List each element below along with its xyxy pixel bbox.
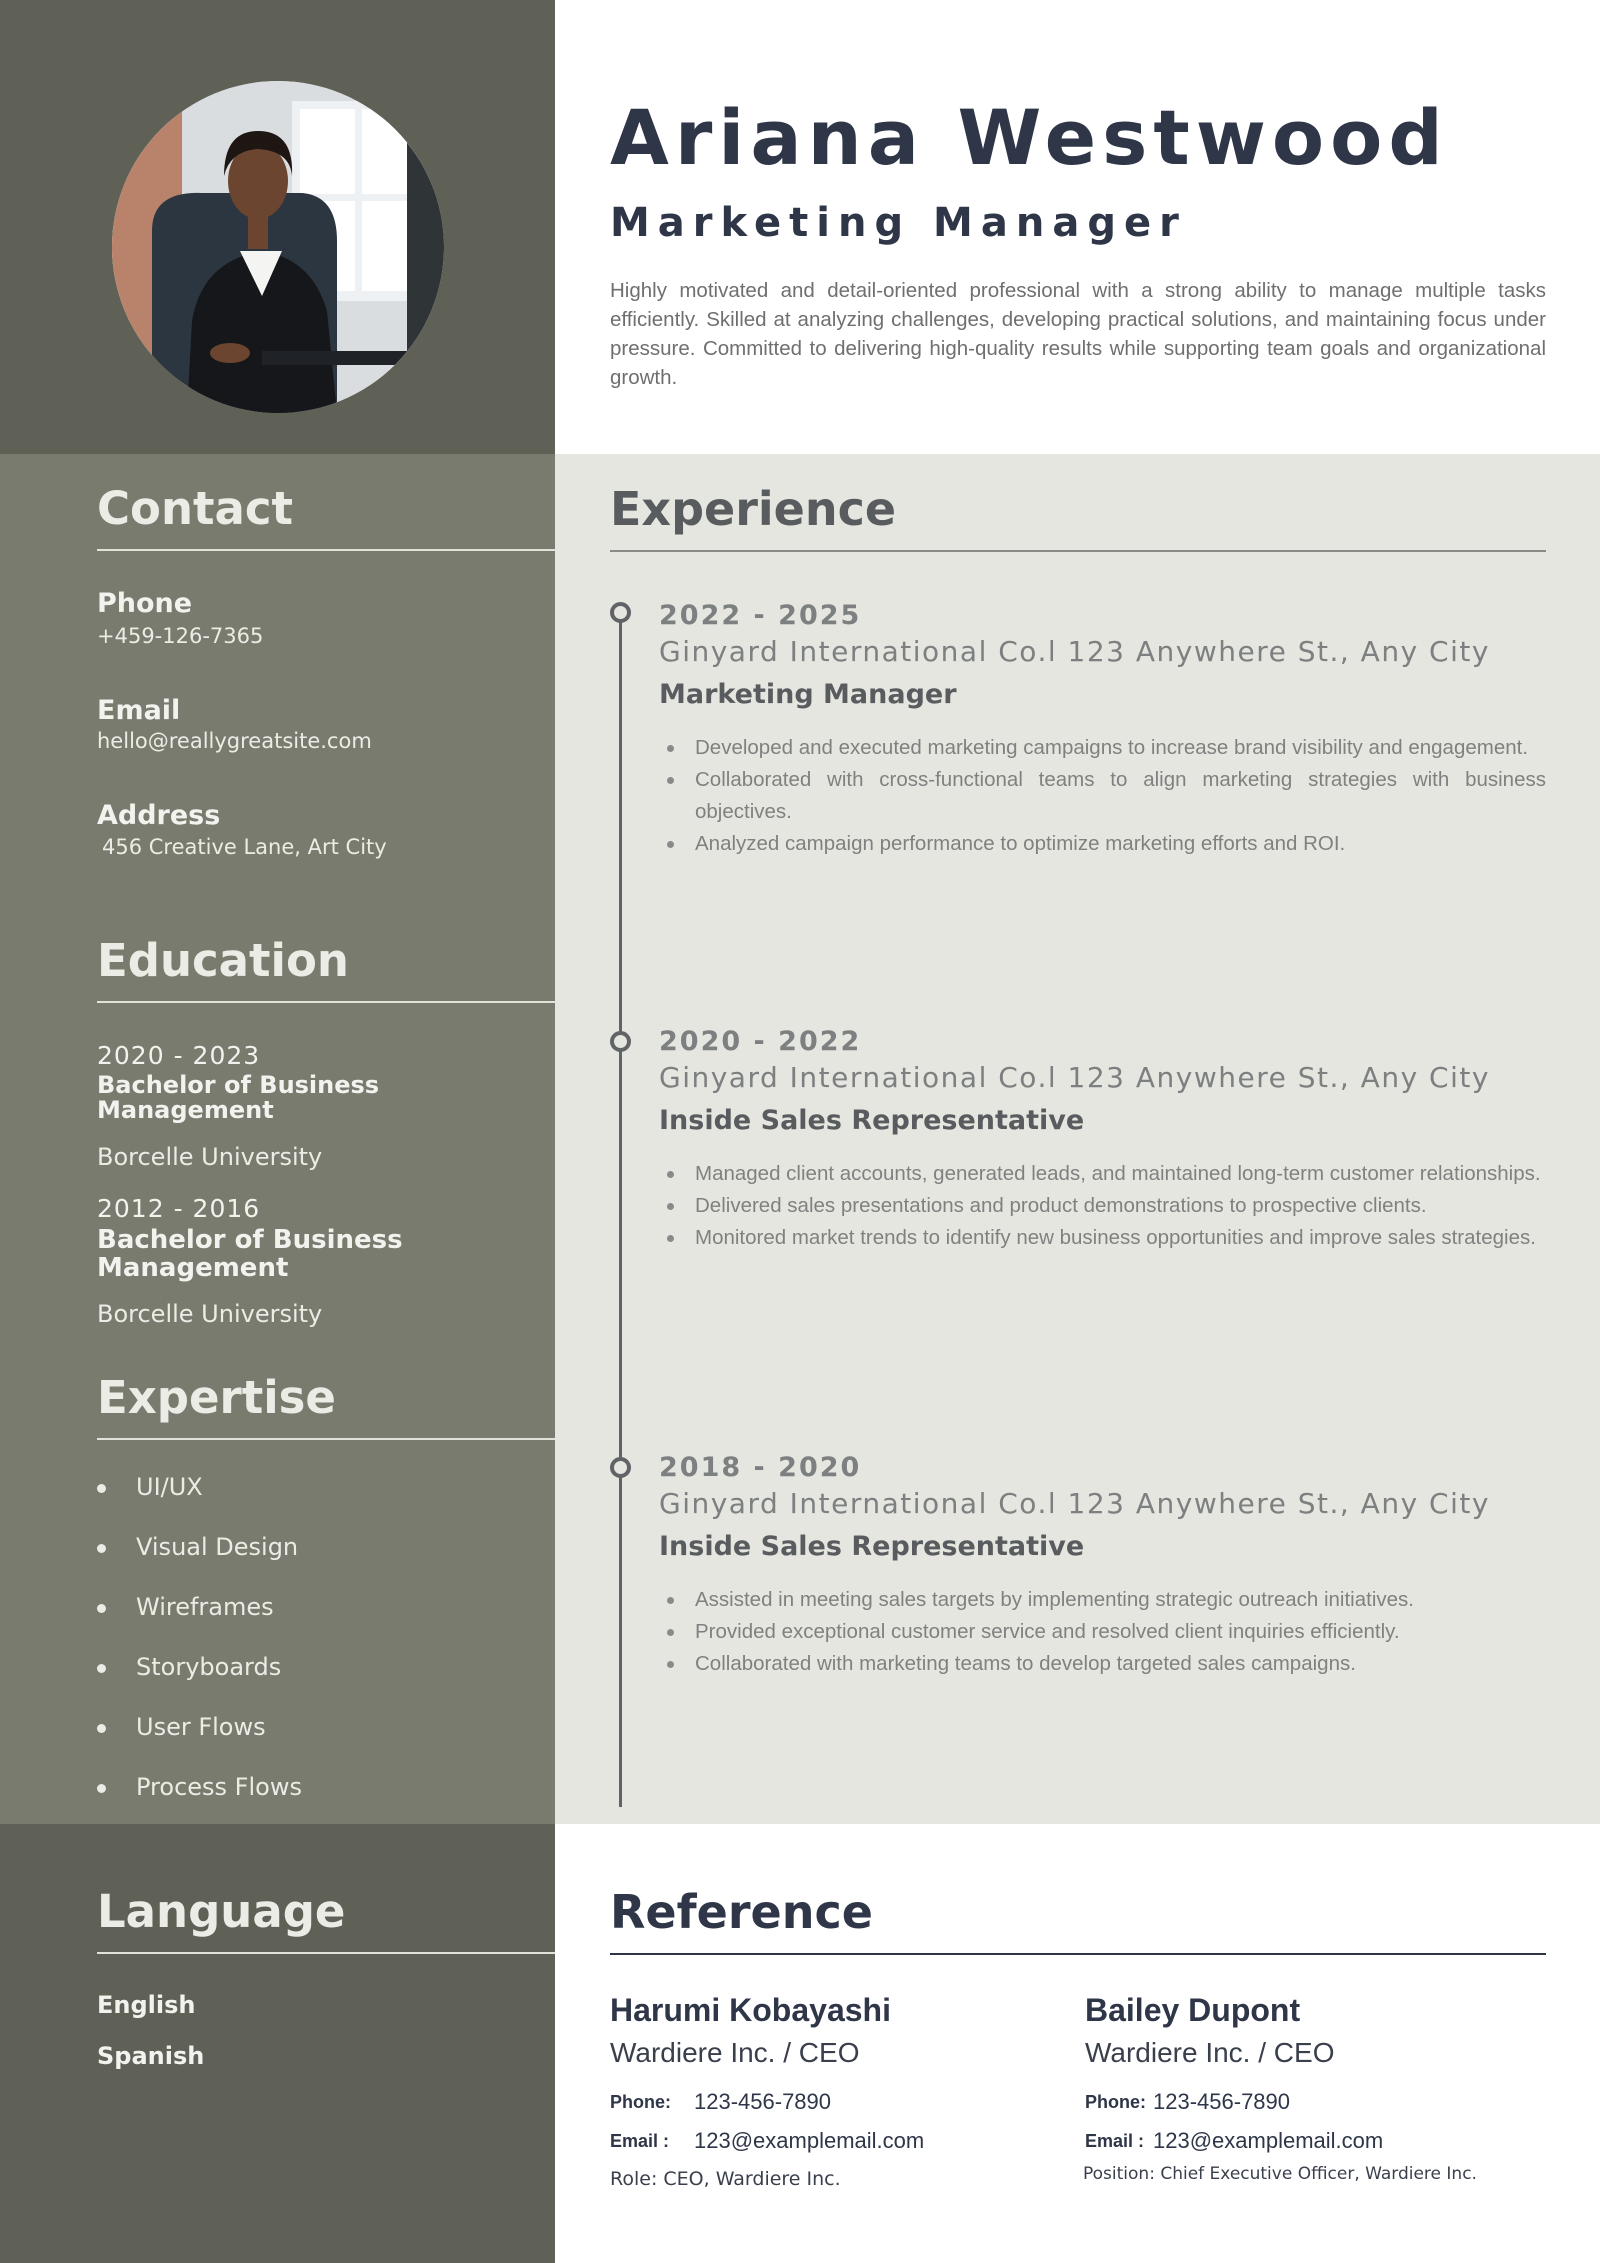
list-item: Collaborated with marketing teams to develop targeted sales campaigns. xyxy=(659,1648,1546,1680)
job-company: Ginyard International Co.l 123 Anywhere St., Any City xyxy=(659,1487,1490,1520)
experience-heading: Experience xyxy=(610,486,1546,552)
job-bullets xyxy=(659,732,1546,860)
reference-email: 123@examplemail.com xyxy=(694,2128,925,2153)
education-heading: Education xyxy=(97,938,555,1003)
language-heading: Language xyxy=(97,1889,555,1954)
reference-email-label: Email : xyxy=(610,2131,670,2151)
phone-value: +459-126-7365 xyxy=(97,624,264,648)
list-item: Wireframes xyxy=(97,1595,302,1655)
bullet-icon xyxy=(97,1784,106,1793)
bullet-icon xyxy=(667,745,674,752)
candidate-role: Marketing Manager xyxy=(610,200,1187,246)
job-period: 2020 - 2022 xyxy=(659,1026,862,1057)
reference-name: Harumi Kobayashi xyxy=(610,1992,891,2028)
list-item: Analyzed campaign performance to optimize marketing efforts and ROI. xyxy=(659,828,1546,860)
reference-email-label: Email : xyxy=(1085,2131,1145,2151)
expertise-list xyxy=(97,1475,302,1835)
reference-role: Role: CEO, Wardiere Inc. xyxy=(610,2168,841,2190)
education-period: 2020 - 2023 xyxy=(97,1041,261,1070)
list-item: Monitored market trends to identify new business opportunities and improve sales strategies. xyxy=(659,1222,1546,1254)
education-degree: Bachelor of Business Management xyxy=(97,1225,403,1283)
reference-phone: 123-456-7890 xyxy=(694,2089,832,2114)
reference-name: Bailey Dupont xyxy=(1085,1992,1301,2028)
bullet-icon xyxy=(667,1629,674,1636)
bullet-icon xyxy=(97,1724,106,1733)
job-period: 2018 - 2020 xyxy=(659,1452,862,1483)
list-item: Provided exceptional customer service and resolved client inquiries efficiently. xyxy=(659,1616,1546,1648)
reference-org: Wardiere Inc. / CEO xyxy=(610,2037,860,2068)
bullet-icon xyxy=(97,1544,106,1553)
reference-org: Wardiere Inc. / CEO xyxy=(1085,2037,1335,2068)
bullet-icon xyxy=(667,1203,674,1210)
timeline-dot-icon xyxy=(610,1457,631,1478)
reference-role: Position: Chief Executive Officer, Wardiere Inc. xyxy=(1083,2164,1477,2184)
bullet-icon xyxy=(667,1235,674,1242)
list-item: Process Flows xyxy=(97,1775,302,1835)
address-label: Address xyxy=(97,800,221,831)
job-bullets xyxy=(659,1158,1546,1254)
job-period: 2022 - 2025 xyxy=(659,600,862,631)
job-company: Ginyard International Co.l 123 Anywhere St., Any City xyxy=(659,635,1490,668)
bullet-icon xyxy=(97,1484,106,1493)
language-item: English xyxy=(97,1991,196,2019)
list-item: Developed and executed marketing campaigns to increase brand visibility and engagement. xyxy=(659,732,1546,764)
reference-phone: 123-456-7890 xyxy=(1153,2089,1291,2114)
list-item: User Flows xyxy=(97,1715,302,1775)
timeline-line xyxy=(619,612,622,1807)
bullet-icon xyxy=(667,1661,674,1668)
timeline-dot-icon xyxy=(610,602,631,623)
profile-photo xyxy=(112,81,444,413)
expertise-heading: Expertise xyxy=(97,1375,555,1440)
timeline-dot-icon xyxy=(610,1031,631,1052)
list-item: Collaborated with cross-functional teams to align marketing strategies with business objectives. xyxy=(659,764,1546,828)
bullet-icon xyxy=(97,1664,106,1673)
bullet-icon xyxy=(667,1597,674,1604)
education-school: Borcelle University xyxy=(97,1143,323,1171)
language-item: Spanish xyxy=(97,2042,205,2070)
reference-phone-label: Phone: xyxy=(1085,2092,1146,2112)
bullet-icon xyxy=(667,1171,674,1178)
job-company: Ginyard International Co.l 123 Anywhere St., Any City xyxy=(659,1061,1490,1094)
email-label: Email xyxy=(97,695,181,726)
contact-heading: Contact xyxy=(97,486,555,551)
bullet-icon xyxy=(667,777,674,784)
list-item: Delivered sales presentations and product demonstrations to prospective clients. xyxy=(659,1190,1546,1222)
education-period: 2012 - 2016 xyxy=(97,1194,261,1223)
list-item: Storyboards xyxy=(97,1655,302,1715)
bullet-icon xyxy=(97,1604,106,1613)
education-school: Borcelle University xyxy=(97,1300,323,1328)
reference-heading: Reference xyxy=(610,1889,1546,1955)
list-item: Managed client accounts, generated leads, and maintained long-term customer relationships. xyxy=(659,1158,1546,1190)
reference-email: 123@examplemail.com xyxy=(1153,2128,1384,2153)
list-item: Assisted in meeting sales targets by implementing strategic outreach initiatives. xyxy=(659,1584,1546,1616)
list-item: Visual Design xyxy=(97,1535,302,1595)
profile-summary: Highly motivated and detail-oriented professional with a strong ability to manage multiple tasks efficiently. Skilled at analyzing challenges, developing practical solutions, and maintaining focus under pressure. Committed to delivering high-quality results while supporting team goals and organizational growth. xyxy=(610,279,1546,389)
job-title: Marketing Manager xyxy=(659,679,957,710)
job-bullets xyxy=(659,1584,1546,1680)
phone-label: Phone xyxy=(97,588,193,619)
address-value: 456 Creative Lane, Art City xyxy=(102,835,387,859)
job-title: Inside Sales Representative xyxy=(659,1531,1085,1562)
job-title: Inside Sales Representative xyxy=(659,1105,1085,1136)
bullet-icon xyxy=(667,841,674,848)
email-value: hello@reallygreatsite.com xyxy=(97,729,372,753)
education-degree: Bachelor of Business Management xyxy=(97,1071,380,1124)
list-item: UI/UX xyxy=(97,1475,302,1535)
candidate-name: Ariana Westwood xyxy=(610,93,1449,182)
reference-phone-label: Phone: xyxy=(610,2092,671,2112)
